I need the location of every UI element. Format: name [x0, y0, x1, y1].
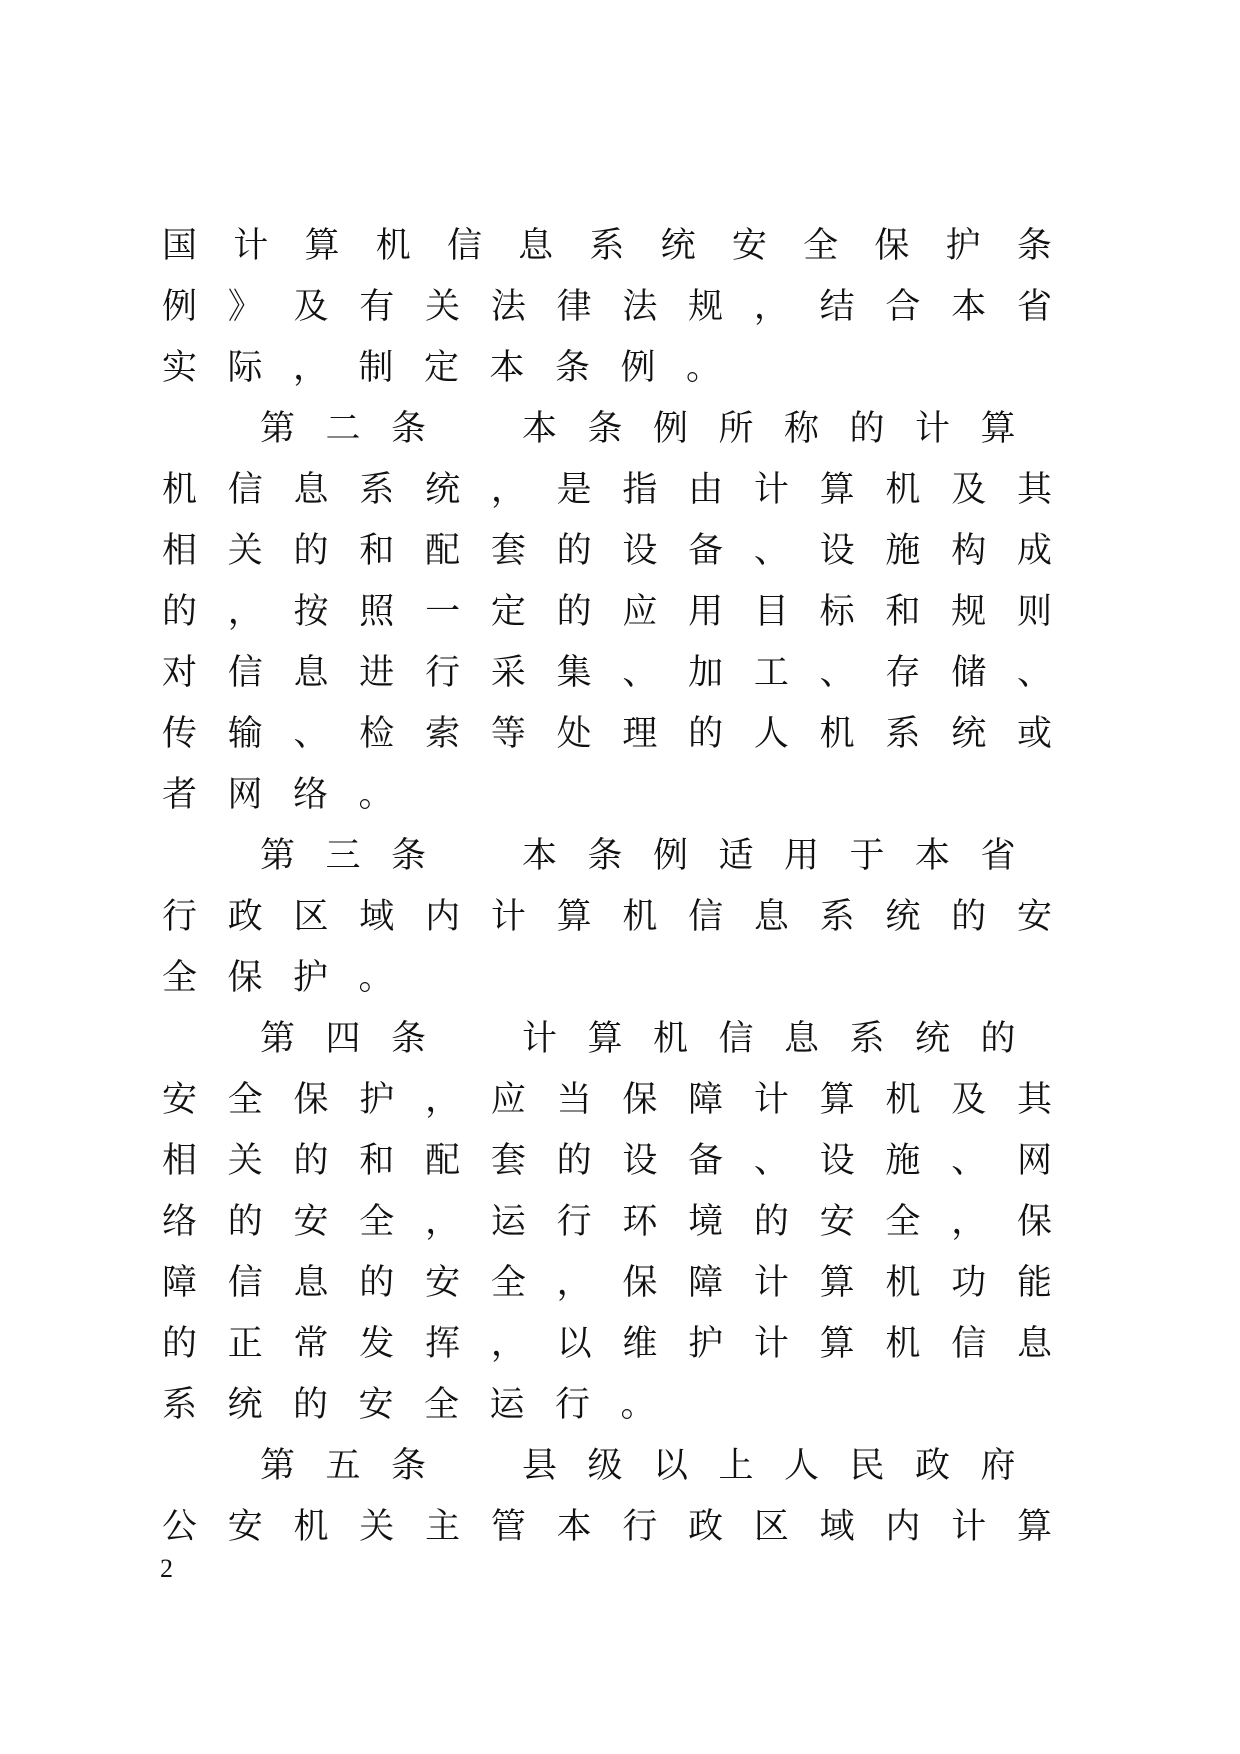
text-line: 络 的 安 全 ， 运 行 环 境 的 安 全 ， 保: [162, 1202, 1052, 1242]
text-line: 传 输 、 检 索 等 处 理 的 人 机 系 统 或: [162, 714, 1052, 754]
text-line: 者 网 络 。: [162, 775, 394, 815]
text-line: 对 信 息 进 行 采 集 、 加 工 、 存 储 、: [162, 653, 1052, 693]
text-line: 系 统 的 安 全 运 行 。: [162, 1385, 656, 1425]
text-line: 实 际 ， 制 定 本 条 例 。: [162, 348, 722, 388]
text-line: 第 五 条 县 级 以 上 人 民 政 府: [260, 1446, 1016, 1486]
page-number: 2: [160, 1554, 173, 1583]
text-line: 相 关 的 和 配 套 的 设 备 、 设 施 构 成: [162, 531, 1052, 571]
text-line: 第 三 条 本 条 例 适 用 于 本 省: [260, 836, 1016, 876]
text-line: 机 信 息 系 统 ， 是 指 由 计 算 机 及 其: [162, 470, 1052, 510]
text-line: 的 正 常 发 挥 ， 以 维 护 计 算 机 信 息: [162, 1324, 1052, 1364]
text-line: 全 保 护 。: [162, 958, 394, 998]
text-line: 的 ， 按 照 一 定 的 应 用 目 标 和 规 则: [162, 592, 1052, 632]
text-line: 安 全 保 护 ， 应 当 保 障 计 算 机 及 其: [162, 1080, 1052, 1120]
text-line: 国 计 算 机 信 息 系 统 安 全 保 护 条: [162, 226, 1052, 266]
text-line: 相 关 的 和 配 套 的 设 备 、 设 施 、 网: [162, 1141, 1052, 1181]
text-line: 例 》 及 有 关 法 律 法 规 ， 结 合 本 省: [162, 287, 1052, 327]
text-line: 障 信 息 的 安 全 ， 保 障 计 算 机 功 能: [162, 1263, 1052, 1303]
text-line: 第 四 条 计 算 机 信 息 系 统 的: [260, 1019, 1016, 1059]
text-line: 行 政 区 域 内 计 算 机 信 息 系 统 的 安: [162, 897, 1052, 937]
text-line: 第 二 条 本 条 例 所 称 的 计 算: [260, 409, 1016, 449]
text-line: 公 安 机 关 主 管 本 行 政 区 域 内 计 算: [162, 1507, 1052, 1547]
body-text: [162, 216, 1052, 1558]
